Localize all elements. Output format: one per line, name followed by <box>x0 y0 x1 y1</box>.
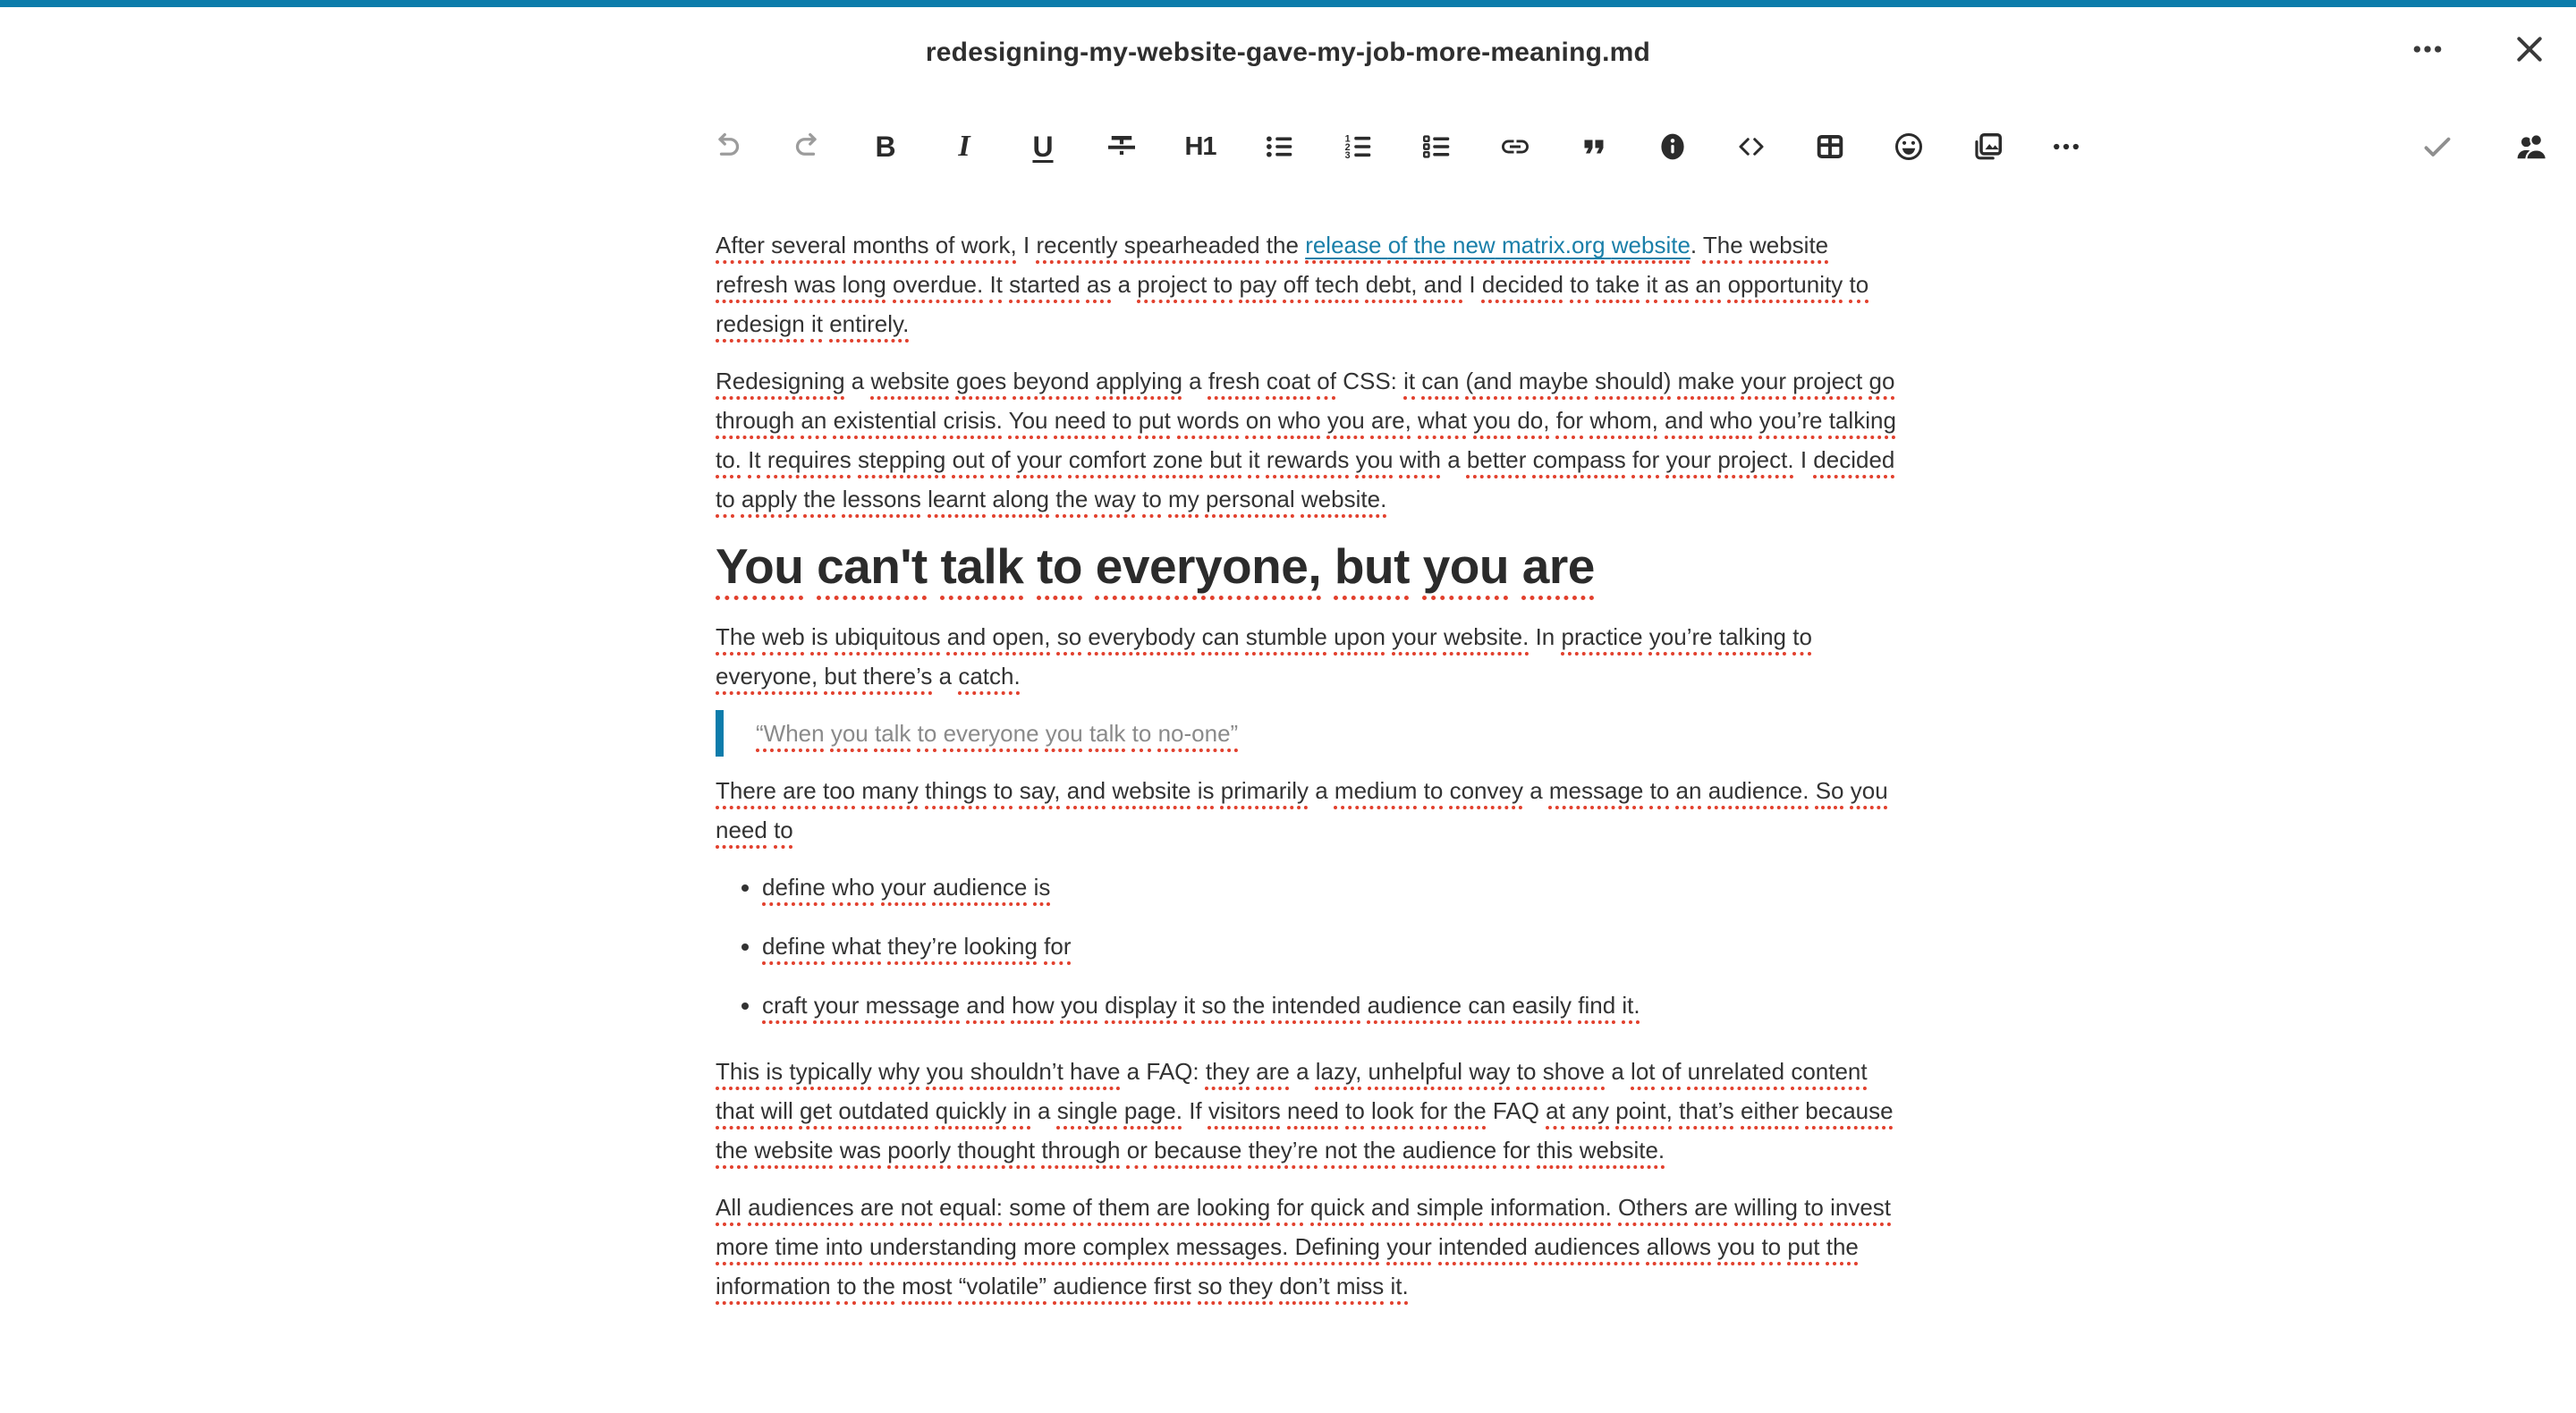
paragraph: The web is ubiquitous and open, so everybody can stumble upon your website. In practice you’re talking to everyone, but there’s a catch. <box>716 623 1812 690</box>
paragraph: There are too many things to say, and website is primarily a medium to convey a message to an audience. So you need to <box>716 777 1888 843</box>
callout-info-icon <box>1657 131 1689 163</box>
blockquote-button[interactable] <box>1555 118 1633 175</box>
bullet-list-icon <box>1263 131 1295 163</box>
document-title: redesigning-my-website-gave-my-job-more-meaning.md <box>925 38 1651 67</box>
check-icon <box>2419 129 2455 165</box>
task-list-button[interactable] <box>1397 118 1476 175</box>
table-icon <box>1814 131 1846 163</box>
insert-image-icon <box>1970 130 2004 164</box>
paragraph: Redesigning a website goes beyond applying a fresh coat of CSS: it can (and maybe should) make your project go through an existential crisis. You need to put words on who you are, what you do, for whom, and who you’re talking to. It requires stepping out of your comfort zone but it rewards you with a better compass for your project. I decided to apply the lessons learnt along the way to my personal website. <box>716 368 1896 512</box>
list-item: • craft your message and how you display it so the intended audience can easily find it. <box>762 986 1901 1025</box>
heading-1-icon: H1 <box>1184 131 1216 161</box>
close-button[interactable] <box>2501 21 2558 78</box>
code-block-icon <box>1735 131 1767 163</box>
header-more-button[interactable] <box>2399 21 2456 78</box>
task-list-icon <box>1420 131 1453 163</box>
people-icon <box>2512 128 2550 165</box>
redo-icon <box>791 131 823 163</box>
blockquote-icon <box>1578 131 1610 163</box>
more-icon <box>2050 131 2082 163</box>
toolbar <box>689 118 2106 175</box>
saved-indicator[interactable] <box>2409 118 2466 175</box>
link-icon <box>1499 131 1531 163</box>
undo-icon <box>712 131 744 163</box>
bold-icon: B <box>875 131 896 163</box>
svg-text:3: 3 <box>1344 150 1351 162</box>
emoji-icon <box>1893 131 1925 163</box>
bullet-list-button[interactable] <box>1240 118 1318 175</box>
ordered-list-button[interactable] <box>1318 118 1397 175</box>
svg-text:2: 2 <box>1344 141 1351 153</box>
strikethrough-button[interactable] <box>1082 118 1161 175</box>
close-icon <box>2512 31 2547 67</box>
underline-button[interactable] <box>1004 118 1082 175</box>
link-button[interactable] <box>1476 118 1555 175</box>
code-block-button[interactable] <box>1712 118 1791 175</box>
document-link[interactable]: release of the new matrix.org website <box>1305 232 1690 258</box>
callout-info-button[interactable] <box>1633 118 1712 175</box>
bold-button[interactable] <box>846 118 925 175</box>
undo-button[interactable] <box>689 118 767 175</box>
italic-icon: I <box>958 130 970 163</box>
collaborators-button[interactable] <box>2503 118 2560 175</box>
bullet-list <box>716 867 1901 1025</box>
more-icon <box>2410 31 2445 67</box>
list-item: • define who your audience is <box>762 867 1901 907</box>
paragraph: This is typically why you shouldn’t have a FAQ: they are a lazy, unhelpful way to shove a lot of unrelated content that will get outdated quickly in a single page. If visitors need to look for the FAQ at any point, that’s either because the website was poorly thought through or because they’re not the audience for this website. <box>716 1058 1894 1163</box>
strikethrough-icon <box>1106 131 1138 163</box>
heading-1-button[interactable] <box>1161 118 1240 175</box>
underline-icon: U <box>1032 131 1054 163</box>
list-item: • define what they’re looking for <box>762 926 1901 966</box>
more-button[interactable] <box>2027 118 2106 175</box>
editor-content[interactable] <box>716 204 1901 1324</box>
accent-top-bar <box>0 0 2576 7</box>
insert-image-button[interactable] <box>1948 118 2027 175</box>
section-heading: You can't talk to everyone, but you are <box>716 538 1595 594</box>
emoji-button[interactable] <box>1869 118 1948 175</box>
paragraph: After several months of work, I recently spearheaded the release of the new matrix.org website. The website refresh was long overdue. It started as a project to pay off tech debt, and I decided to take it as an opportunity to redesign it entirely. <box>716 232 1869 337</box>
italic-button[interactable] <box>925 118 1004 175</box>
table-button[interactable] <box>1791 118 1869 175</box>
svg-text:1: 1 <box>1344 133 1351 145</box>
ordered-list-icon <box>1342 131 1374 163</box>
blockquote: “When you talk to everyone you talk to no-one” <box>716 710 1901 757</box>
redo-button[interactable] <box>767 118 846 175</box>
paragraph: All audiences are not equal: some of them are looking for quick and simple information. Others are willing to invest more time into understanding more complex messages. Defining your intended audiences allows you to put the information to the most “volatile” audience first so they don’t miss it. <box>716 1194 1891 1299</box>
